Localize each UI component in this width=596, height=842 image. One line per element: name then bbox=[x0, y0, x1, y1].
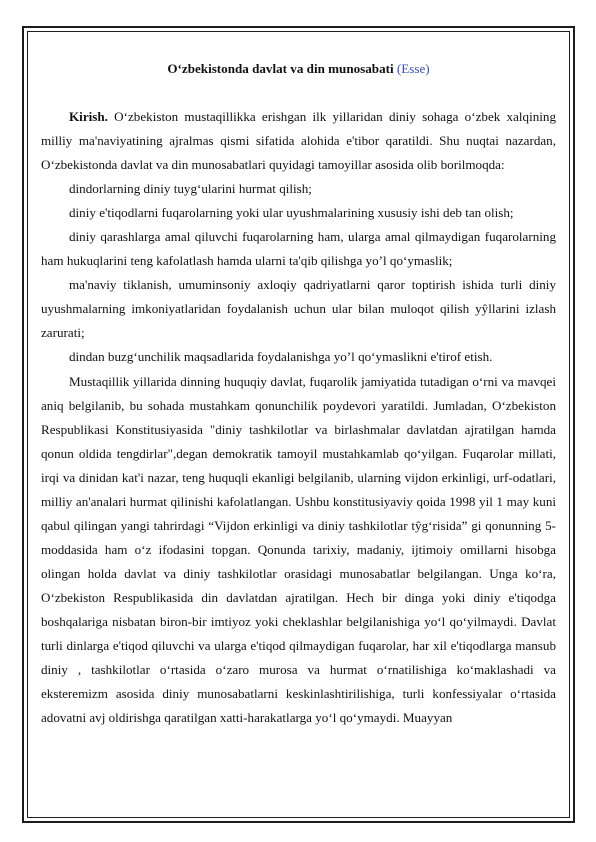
principle-item: diniy e'tiqodlarni fuqarolarning yoki ular uyushmalarining xususiy ishi deb tan olish; bbox=[69, 205, 514, 221]
principle-item: dindorlarning diniy tuyg‘ularini hurmat qilish; bbox=[69, 181, 312, 197]
principle-item: diniy qarashlarga amal qiluvchi fuqarolarning ham, ularga amal qilmaydigan fuqarolarning ham hukuqlarini teng kafolatlash hamda ularni ta'qib qilishga yo’l qo‘ymaslik; bbox=[41, 229, 556, 269]
essay-title bbox=[41, 57, 556, 81]
essay-title-text: O‘zbekistonda davlat va din munosabati bbox=[167, 61, 394, 76]
intro-paragraph bbox=[41, 105, 556, 177]
intro-lead: Kirish. bbox=[69, 109, 108, 124]
principle-item: ma'naviy tiklanish, umuminsoniy axloqiy qadriyatlarni qaror toptirish ishida turli diniy uyushmalarning imkoniyatlaridan foydalanish uchun ular bilan muloqot qilish yŷllarini izlash zarurati; bbox=[41, 277, 556, 341]
body-paragraph: Mustaqillik yillarida dinning huquqiy davlat, fuqarolik jamiyatida tutadigan o‘rni va mavqei aniq belgilanib, bu sohada mustahkam qonunchilik poydevori yaratildi. Jumladan, O‘zbekiston Respublikasi Konstitusiyasida "diniy tashkilotlar va birlashmalar davlatdan ajratilgan hamda qonun oldida tengdirlar",degan demokratik tamoyil mustahkamlab qo‘yilgan. Fuqarolar millati, irqi va dinidan kat'i nazar, teng huquqli ekanligi belgilanib, ularning vijdon erkinligi, urf-odatlari, milliy an'analari hurmat qilinishi kafolatlangan. Ushbu konstitusiyaviy qoida 1998 yil 1 may kuni qabul qilingan yangi tahrirdagi “Vijdon erkinligi va diniy tashkilotlar tŷg‘risida” gi qonunning 5-moddasida ham o‘z ifodasini topgan. Qonunda tarixiy, madaniy, ijtimoiy omillarni hisobga olingan holda davlat va diniy tashkilotlar orasidagi munosabatlar belgilangan. Unga ko‘ra, O‘zbekiston Respublikasida din davlatdan ajratilgan. Hech bir dinga yoki diniy e'tiqodga boshqalariga nisbatan biron-bir imtiyoz yoki cheklashlar belgilanishiga yo‘l qo‘yilmaydi. Davlat turli dinlarga e'tiqod qiluvchi va ularga e'tiqod qilmaydigan fuqarolar, har xil e'tiqodlarga mansub diniy , tashkilotlar o‘rtasida o‘zaro murosa va hurmat o‘rnatilishiga ko‘maklashadi va eksteremizm asosida diniy munosabatlarni keskinlashtirilishiga, turli konfessiyalar o‘rtasida adovatni avj oldirishga qaratilgan xatti-harakatlarga yo‘l qo‘ymaydi. Muayyan bbox=[41, 373, 556, 726]
essay-genre-tag: (Esse) bbox=[396, 61, 430, 76]
intro-text: O‘zbekiston mustaqillikka erishgan ilk yillaridan diniy sohaga o‘zbek xalqining milliy ma'naviyatining ajralmas qismi sifatida alohida e'tibor qaratildi. Shu nuqtai nazardan, O‘zbekistonda davlat va din munosabatlari quyidagi tamoyillar asosida olib borilmoqda: bbox=[41, 109, 556, 173]
principle-item: dindan buzg‘unchilik maqsadlarida foydalanishga yo’l qo‘ymaslikni e'tirof etish. bbox=[69, 349, 493, 365]
document-body bbox=[41, 57, 556, 815]
